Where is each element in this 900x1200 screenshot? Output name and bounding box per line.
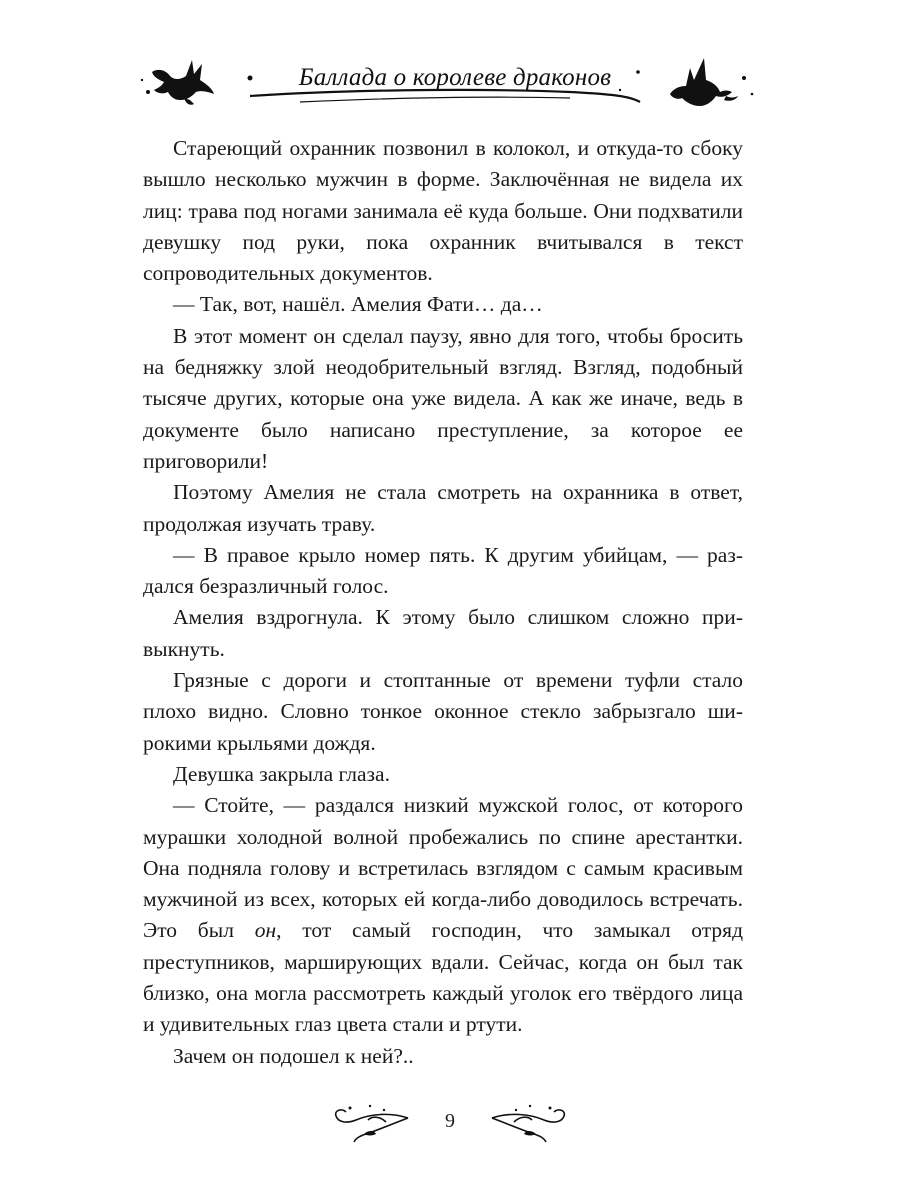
- paragraph: [143, 790, 743, 1040]
- paragraph: — В правое крыло номер пять. К другим убийцам, — раздался безразличный голос.: [143, 542, 743, 599]
- paragraph-text: , тот самый господин, что замыкал отряд преступников, марширующих вдали. Сейчас, когда он был так близко, она могла рассмотреть каждый уголок его твёрдого лица и удивительных глаз цвета стали и ртути.: [143, 918, 744, 1037]
- emphasis-text: он: [254, 918, 277, 943]
- paragraph: Девушка закрыла глаза.: [173, 761, 390, 786]
- paragraph: — Так, вот, нашёл. Амелия Фати… да…: [173, 292, 543, 317]
- dragon-icon: [670, 58, 753, 106]
- paragraph: Поэтому Амелия не стала смотреть на охранника в ответ, продолжая изучать траву.: [143, 480, 743, 536]
- paragraph: Грязные с дороги и стоптанные от времени туфли стало плохо видно. Словно тонкое оконное стекло забрызгало широкими крыльями дождя.: [143, 668, 743, 755]
- body-text: [143, 133, 743, 1072]
- page-footer: [320, 1100, 580, 1146]
- running-header: [140, 50, 770, 120]
- paragraph: В этот момент он сделал паузу, явно для того, чтобы бросить на бедняжку злой неодобрительный взгляд. Взгляд, подобный тысяче других, которые она уже видела. А как же иначе, ведь в документе было написано преступление, за которое ее приговорили!: [143, 323, 743, 473]
- page-number: 9: [445, 1110, 455, 1132]
- paragraph-text: — Стойте, — раздался низкий мужской голос, от которого мурашки холодной волной пробежались по спине арестантки. Она подняла голову и встретилась взглядом с самым красивым мужчиной из всех, которых ей когда-либо доводилось встречать. Это был: [143, 793, 743, 943]
- dragon-icon: [141, 60, 214, 105]
- paragraph: Зачем он подошел к ней?..: [173, 1043, 414, 1068]
- paragraph: Стареющий охранник позвонил в колокол, и откуда-то сбоку вышло несколько мужчин в форме. Заключённая не видела их лиц: трава под ногами занимала её куда больше. Они подхватили девушку под руки, пока охранник вчитывался в текст сопроводительных документов.: [143, 136, 743, 286]
- paragraph: Амелия вздрогнула. К этому было слишком сложно привыкнуть.: [143, 605, 743, 661]
- running-title: Баллада о королеве драконов: [298, 64, 612, 91]
